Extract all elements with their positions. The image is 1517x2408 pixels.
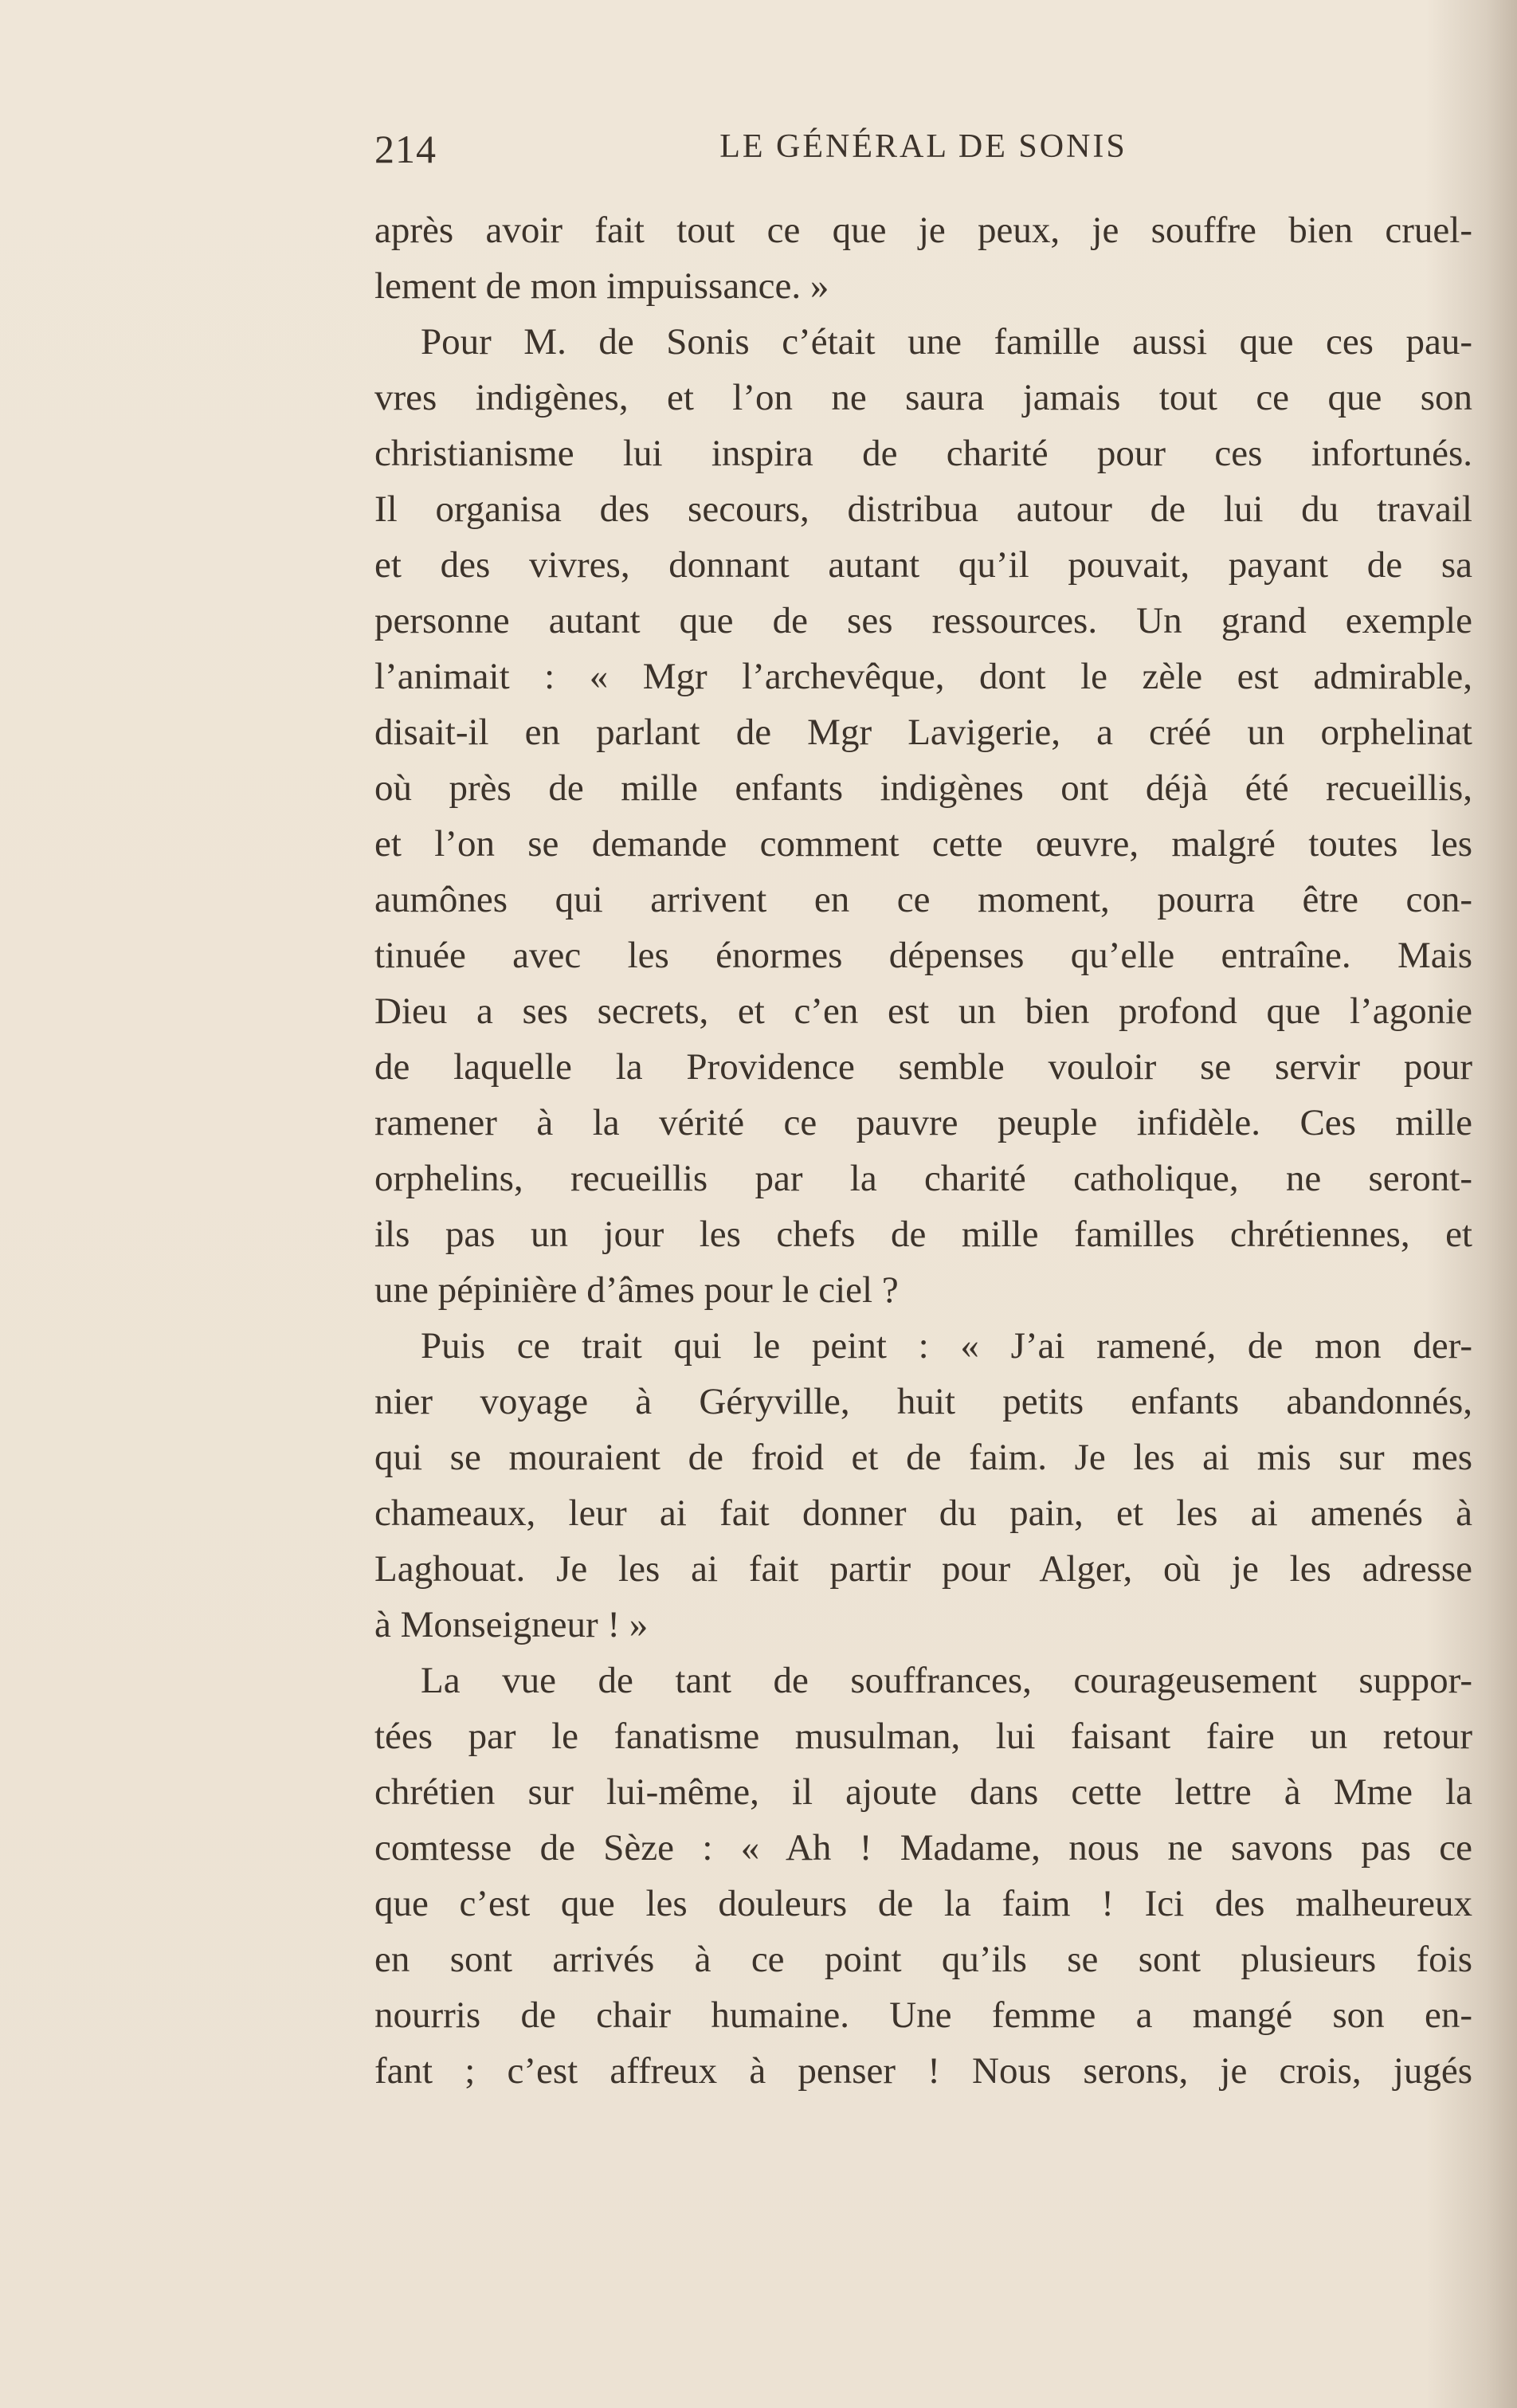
text-line: qui se mouraient de froid et de faim. Je les ai mis sur mes (374, 1437, 1472, 1478)
text-line: tées par le fanatisme musulman, lui faisant faire un retour (374, 1716, 1472, 1757)
text-line: une pépinière d’âmes pour le ciel ? (374, 1269, 899, 1311)
body-text (374, 202, 1472, 2099)
text-line: après avoir fait tout ce que je peux, je souffre bien cruel- (374, 210, 1472, 251)
text-line: chameaux, leur ai fait donner du pain, et les ai amenés à (374, 1492, 1472, 1534)
text-line: nier voyage à Géryville, huit petits enfants abandonnés, (374, 1381, 1472, 1422)
text-line: La vue de tant de souffrances, courageusement suppor- (421, 1660, 1472, 1701)
text-line: où près de mille enfants indigènes ont déjà été recueillis, (374, 767, 1472, 809)
page-header (374, 126, 1472, 182)
text-line: ramener à la vérité ce pauvre peuple infidèle. Ces mille (374, 1102, 1472, 1143)
page-number: 214 (374, 127, 437, 171)
text-line: de laquelle la Providence semble vouloir se servir pour (374, 1046, 1472, 1088)
text-line: chrétien sur lui-même, il ajoute dans cette lettre à Mme la (374, 1771, 1472, 1813)
text-line: aumônes qui arrivent en ce moment, pourra être con- (374, 879, 1472, 920)
running-title: LE GÉNÉRAL DE SONIS (719, 128, 1127, 165)
text-line: personne autant que de ses ressources. Un grand exemple (374, 600, 1472, 641)
text-line: fant ; c’est affreux à penser ! Nous serons, je crois, jugés (374, 2050, 1472, 2092)
text-line: Pour M. de Sonis c’était une famille aussi que ces pau- (421, 321, 1472, 363)
text-line: christianisme lui inspira de charité pour ces infortunés. (374, 433, 1472, 474)
text-line: en sont arrivés à ce point qu’ils se sont plusieurs fois (374, 1939, 1472, 1980)
text-line: comtesse de Sèze : « Ah ! Madame, nous ne savons pas ce (374, 1827, 1472, 1869)
text-line: l’animait : « Mgr l’archevêque, dont le zèle est admirable, (374, 656, 1472, 697)
text-line: Dieu a ses secrets, et c’en est un bien profond que l’agonie (374, 990, 1472, 1032)
text-line: à Monseigneur ! » (374, 1604, 649, 1645)
text-line: nourris de chair humaine. Une femme a mangé son en- (374, 1994, 1472, 2036)
text-line: tinuée avec les énormes dépenses qu’elle entraîne. Mais (374, 935, 1472, 976)
text-line: lement de mon impuissance. » (374, 265, 829, 307)
text-line: et des vivres, donnant autant qu’il pouvait, payant de sa (374, 544, 1472, 586)
text-line: disait-il en parlant de Mgr Lavigerie, a créé un orphelinat (374, 712, 1472, 753)
text-line: vres indigènes, et l’on ne saura jamais tout ce que son (374, 377, 1472, 418)
text-line: Puis ce trait qui le peint : « J’ai ramené, de mon der- (421, 1325, 1472, 1367)
text-line: Il organisa des secours, distribua autour de lui du travail (374, 488, 1472, 530)
text-line: orphelins, recueillis par la charité catholique, ne seront- (374, 1158, 1472, 1199)
text-line: Laghouat. Je les ai fait partir pour Alger, où je les adresse (374, 1548, 1472, 1590)
text-line: que c’est que les douleurs de la faim ! Ici des malheureux (374, 1883, 1472, 1924)
text-line: et l’on se demande comment cette œuvre, malgré toutes les (374, 823, 1472, 865)
text-line: ils pas un jour les chefs de mille familles chrétiennes, et (374, 1214, 1472, 1255)
